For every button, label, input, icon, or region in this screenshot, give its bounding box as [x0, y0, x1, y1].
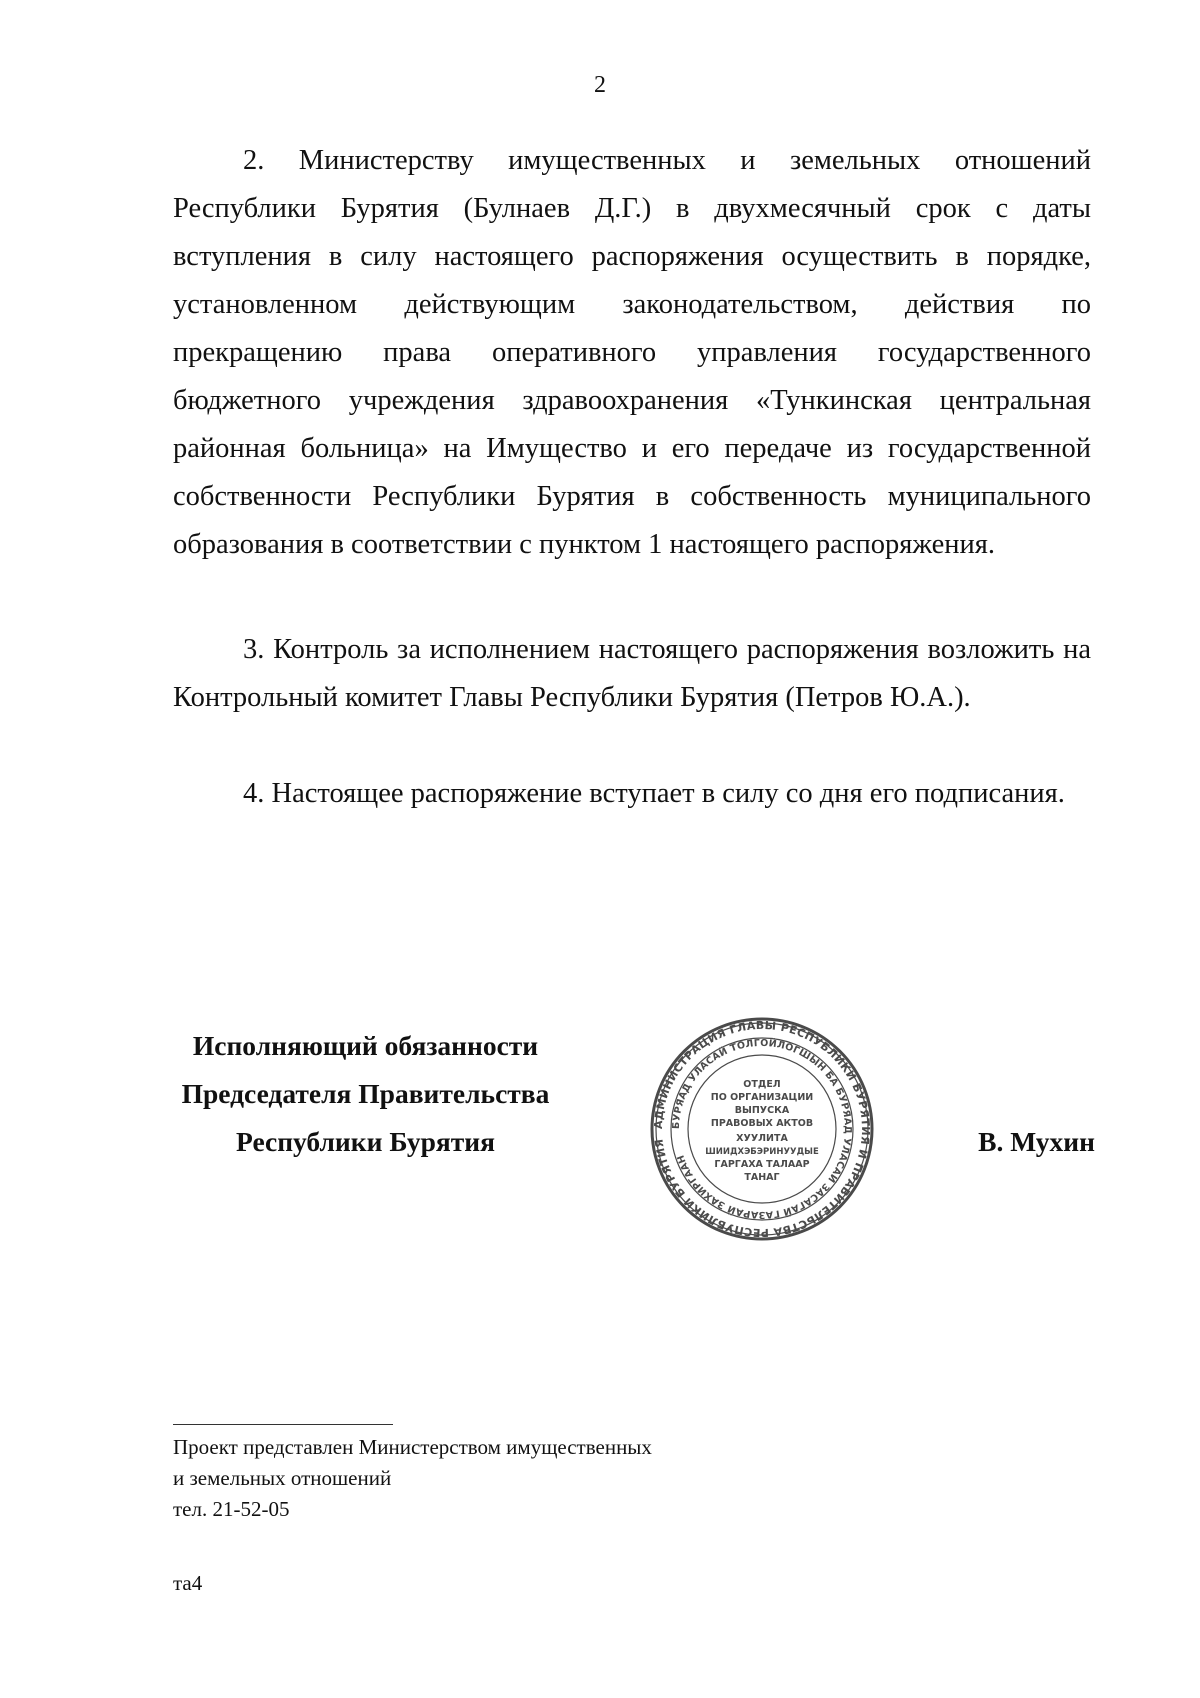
paragraph-4: 4. Настоящее распоряжение вступает в силу со дня его подписания. — [243, 778, 1065, 809]
stamp-center-line: ОТДЕЛ — [743, 1079, 781, 1090]
paragraph-3: 3. Контроль за исполнением настоящего распоряжения возложить на Контрольный комитет Главы Республики Бурятия (Петров Ю.А.). — [173, 634, 1091, 713]
footnote-divider — [173, 1424, 393, 1425]
signatory-position-line: Исполняющий обязанности — [192, 1030, 539, 1061]
footnote-phone: тел. 21-52-05 — [173, 1497, 290, 1521]
stamp-inner-text: БУРЯАД УЛАСАЙ ТОЛГОЙЛОГШЫН БА БУРЯАД УЛАСАЙ ЗАСАГАЙ ГАЗАРАЙ ЗАХИРГААН — [670, 1037, 854, 1221]
official-seal-stamp — [646, 1017, 878, 1241]
stamp-center-line: ТАНАГ — [744, 1172, 780, 1183]
document-code: та4 — [173, 1571, 203, 1595]
page-number: 2 — [594, 72, 606, 98]
stamp-center-line: ШИИДХЭБЭРИНУУДЫЕ — [705, 1147, 819, 1157]
footnote-line: Проект представлен Министерством имущественных — [173, 1435, 652, 1459]
stamp-outer-text: АДМИНИСТРАЦИЯ ГЛАВЫ РЕСПУБЛИКИ БУРЯТИЯ И ПРАВИТЕЛЬСТВА РЕСПУБЛИКИ БУРЯТИЯ — [651, 1018, 873, 1240]
footnote-line: и земельных отношений — [173, 1466, 392, 1490]
stamp-center-line: ВЫПУСКА — [734, 1105, 790, 1116]
signatory-position-line: Председателя Правительства — [181, 1078, 550, 1109]
stamp-center-line: ХУУЛИТА — [736, 1133, 788, 1144]
stamp-center-line: ПО ОРГАНИЗАЦИИ — [710, 1092, 814, 1103]
paragraph-2: 2. Министерству имущественных и земельных отношений Республики Бурятия (Булнаев Д.Г.) в двухмесячный срок с даты вступления в силу настоящего распоряжения осуществить в порядке, установленном действующим законодательством, действия по прекращению права оперативного управления государственного бюджетного учреждения здравоохранения «Тункинская центральная районная больница» на Имущество и его передаче из государственной собственности Республики Бурятия в собственность муниципального образования в соответствии с пунктом 1 настоящего распоряжения. — [173, 145, 1091, 560]
stamp-center-line: ГАРГАХА ТАЛААР — [714, 1159, 810, 1170]
signatory-position-line: Республики Бурятия — [236, 1126, 495, 1157]
signatory-position — [168, 1022, 563, 1166]
stamp-center-line: ПРАВОВЫХ АКТОВ — [710, 1118, 814, 1129]
footnote — [173, 1432, 873, 1525]
signatory-name: В. Мухин — [978, 1126, 1095, 1157]
